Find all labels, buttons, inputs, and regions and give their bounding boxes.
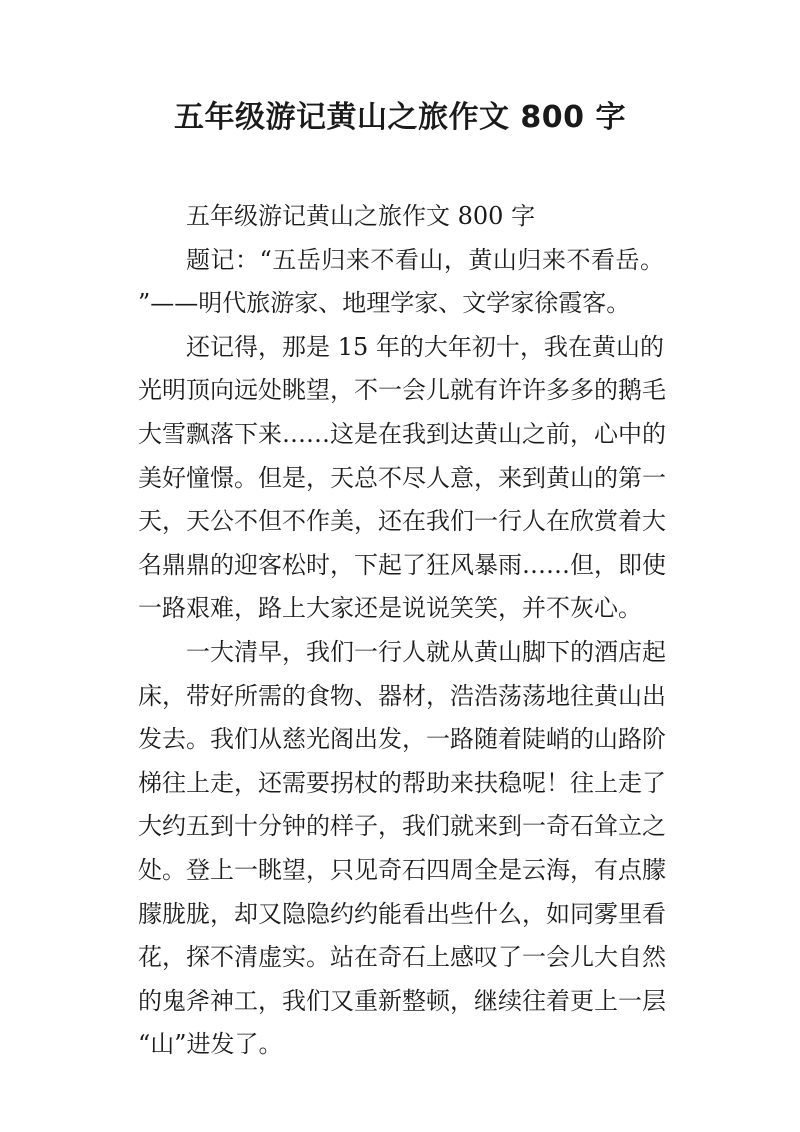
body-text-line: 一大清早，我们一行人就从黄山脚下的酒店起 — [186, 637, 666, 666]
body-text-line: 发去。我们从慈光阁出发，一路随着陡峭的山路阶 — [138, 725, 666, 754]
body-text-line: 大雪飘落下来……这是在我到达黄山之前，心中的 — [138, 419, 666, 448]
body-text-line: “山”进发了。 — [138, 1030, 283, 1059]
body-text-line: 的鬼斧神工，我们又重新整顿，继续往着更上一层 — [138, 986, 666, 1015]
body-text-line: 名鼎鼎的迎客松时，下起了狂风暴雨……但，即使 — [138, 550, 666, 579]
body-text-line: 梯往上走，还需要拐杖的帮助来扶稳呢！往上走了 — [138, 768, 666, 797]
document-body — [138, 195, 664, 1067]
body-text-line: 床，带好所需的食物、器材，浩浩荡荡地往黄山出 — [138, 681, 666, 710]
body-text-line: 处。登上一眺望，只见奇石四周全是云海，有点朦 — [138, 855, 666, 884]
document-title: 五年级游记黄山之旅作文 800 字 — [173, 100, 626, 135]
body-text-line: ”——明代旅游家、地理学家、文学家徐霞客。 — [138, 289, 631, 318]
body-text-line: 大约五到十分钟的样子，我们就来到一奇石耸立之 — [138, 812, 666, 841]
body-text-line: 五年级游记黄山之旅作文 800 字 — [186, 202, 536, 230]
body-text-line: 题记：“五岳归来不看山，黄山归来不看岳。 — [186, 245, 664, 274]
body-text-line: 花，探不清虚实。站在奇石上感叹了一会儿大自然 — [138, 943, 666, 972]
body-text-line: 还记得，那是 15 年的大年初十，我在黄山的 — [186, 332, 664, 361]
body-text-line: 天，天公不但不作美，还在我们一行人在欣赏着大 — [138, 507, 666, 536]
body-text-line: 光明顶向远处眺望，不一会儿就有许许多多的鹅毛 — [138, 376, 666, 405]
body-text-line: 一路艰难，路上大家还是说说笑笑，并不灰心。 — [138, 594, 642, 623]
body-text-line: 美好憧憬。但是，天总不尽人意，来到黄山的第一 — [138, 463, 666, 492]
body-text-line: 朦胧胧，却又隐隐约约能看出些什么，如同雾里看 — [138, 899, 666, 928]
